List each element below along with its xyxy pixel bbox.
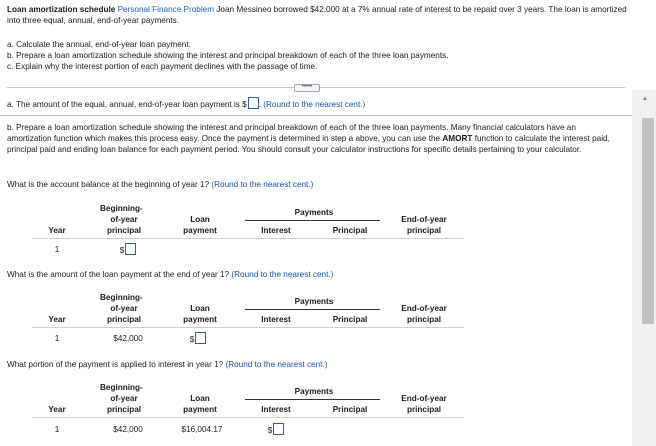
question-2-hint: (Round to the nearest cent.) [231, 270, 334, 279]
payments-underline [245, 399, 380, 400]
section-divider [0, 115, 632, 116]
header-beginning [100, 293, 160, 325]
header-interest: Interest [261, 405, 291, 414]
header-end-line1: End-of-year [401, 394, 447, 403]
interest-input[interactable] [273, 423, 284, 435]
header-beginning [100, 383, 160, 415]
header-end-line1: End-of-year [401, 304, 447, 313]
part-a-answer-input[interactable] [248, 97, 259, 109]
part-a-hint: (Round to the nearest cent.) [263, 100, 366, 109]
task-b: b. Prepare a loan amortization schedule showing the interest and principal breakdown of each of the three loan payments. [7, 51, 449, 60]
row-loan-payment: $16,004.17 [181, 425, 223, 434]
header-year: Year [48, 315, 66, 324]
payments-underline [245, 309, 380, 310]
header-loan-line1: Loan [190, 394, 210, 403]
part-b-text-after: function to calculate the interest paid, principal paid and ending loan balance for each payment period. You should consult your calculator instructions for specific details pertaining to your calculator. [7, 133, 610, 154]
header-beginning-line3: principal [106, 404, 142, 414]
payments-underline [245, 220, 380, 221]
part-a-prefix: a. The amount of the equal, annual, end-of-year loan payment is $ [7, 100, 247, 109]
personal-finance-link[interactable]: Personal Finance Problem [117, 5, 215, 14]
header-beginning-line3: principal [106, 225, 142, 235]
question-3-hint: (Round to the nearest cent.) [225, 360, 328, 369]
header-loan-line2: payment [183, 314, 217, 324]
header-end-line2: principal [406, 314, 442, 324]
row-year: 1 [54, 245, 60, 254]
header-payments: Payments [294, 387, 334, 396]
header-loan [170, 394, 230, 416]
header-year: Year [48, 226, 66, 235]
amort-keyword: AMORT [442, 133, 473, 143]
header-beginning-line1: Beginning- [100, 293, 143, 302]
header-beginning-line2: of-year [110, 393, 138, 403]
header-loan-line1: Loan [190, 215, 210, 224]
header-beginning-line3: principal [106, 314, 142, 324]
header-loan-line2: payment [183, 404, 217, 414]
header-beginning-line1: Beginning- [100, 204, 143, 213]
header-principal: Principal [332, 226, 368, 235]
header-rule [32, 327, 464, 328]
question-1-hint: (Round to the nearest cent.) [211, 180, 314, 189]
row-year: 1 [54, 425, 60, 434]
scroll-up-arrow-icon[interactable]: ▲ [642, 96, 648, 102]
row-interest [256, 423, 296, 437]
header-loan [170, 215, 230, 237]
row-loan-payment [178, 332, 218, 346]
amortization-table-3 [0, 383, 632, 443]
header-beginning [100, 204, 160, 236]
header-end-line1: End-of-year [401, 215, 447, 224]
question-2 [7, 270, 333, 281]
row-year: 1 [54, 334, 60, 343]
scrollbar-thumb[interactable] [642, 118, 654, 324]
amortization-table-1 [0, 204, 632, 264]
header-end [386, 215, 462, 237]
part-b-instructions [7, 123, 622, 155]
question-1 [7, 180, 313, 191]
row-beginning [108, 243, 148, 257]
problem-title: Loan amortization schedule [7, 5, 116, 14]
row-interest-currency: $ [267, 426, 273, 435]
part-b-text-before: b. Prepare a loan amortization schedule showing the interest and principal breakdown of each of the three loan payments. Many financial calculators have an amortization function which makes this process easy. Once the payment is determined in step a above, you can use the [7, 123, 576, 143]
header-rule [32, 417, 464, 418]
header-rule [32, 238, 464, 239]
header-interest: Interest [261, 315, 291, 324]
problem-intro-text: Joan Messineo borrowed $42,000 at a 7% annual rate of interest to be repaid over 3 years. The loan is amortized into three equal, annual, end-of-year payments. [7, 5, 627, 25]
header-loan [170, 304, 230, 326]
row-beginning-currency: $ [119, 246, 125, 255]
task-a: a. Calculate the annual, end-of-year loan payment. [7, 40, 191, 49]
question-1-text: What is the account balance at the beginning of year 1? [7, 180, 210, 189]
question-3-text: What portion of the payment is applied to interest in year 1? [7, 360, 224, 369]
header-end [386, 304, 462, 326]
header-beginning-line2: of-year [110, 214, 138, 224]
amortization-table-2 [0, 293, 632, 353]
question-3 [7, 360, 327, 371]
header-end-line2: principal [406, 225, 442, 235]
part-a-question: a. The amount of the equal, annual, end-of-year loan payment is $ . (Round to the nearest cent.) [7, 97, 365, 111]
row-beginning: $42,000 [113, 425, 143, 434]
header-end-line2: principal [406, 404, 442, 414]
header-loan-line1: Loan [190, 304, 210, 313]
question-2-text: What is the amount of the loan payment at the end of year 1? [7, 270, 230, 279]
expand-toggle-button[interactable]: ••••• [294, 84, 320, 92]
header-beginning-line2: of-year [110, 303, 138, 313]
header-loan-line2: payment [183, 225, 217, 235]
row-beginning: $42,000 [113, 334, 143, 343]
row-loan-payment-currency: $ [189, 335, 195, 344]
header-principal: Principal [332, 315, 368, 324]
header-end [386, 394, 462, 416]
header-payments: Payments [294, 297, 334, 306]
header-payments: Payments [294, 208, 334, 217]
header-beginning-line1: Beginning- [100, 383, 143, 392]
header-interest: Interest [261, 226, 291, 235]
header-year: Year [48, 405, 66, 414]
task-c: c. Explain why the interest portion of each payment declines with the passage of time. [7, 62, 318, 71]
beginning-balance-input[interactable] [125, 243, 136, 255]
problem-intro [7, 5, 627, 27]
header-principal: Principal [332, 405, 368, 414]
loan-payment-input[interactable] [195, 332, 206, 344]
